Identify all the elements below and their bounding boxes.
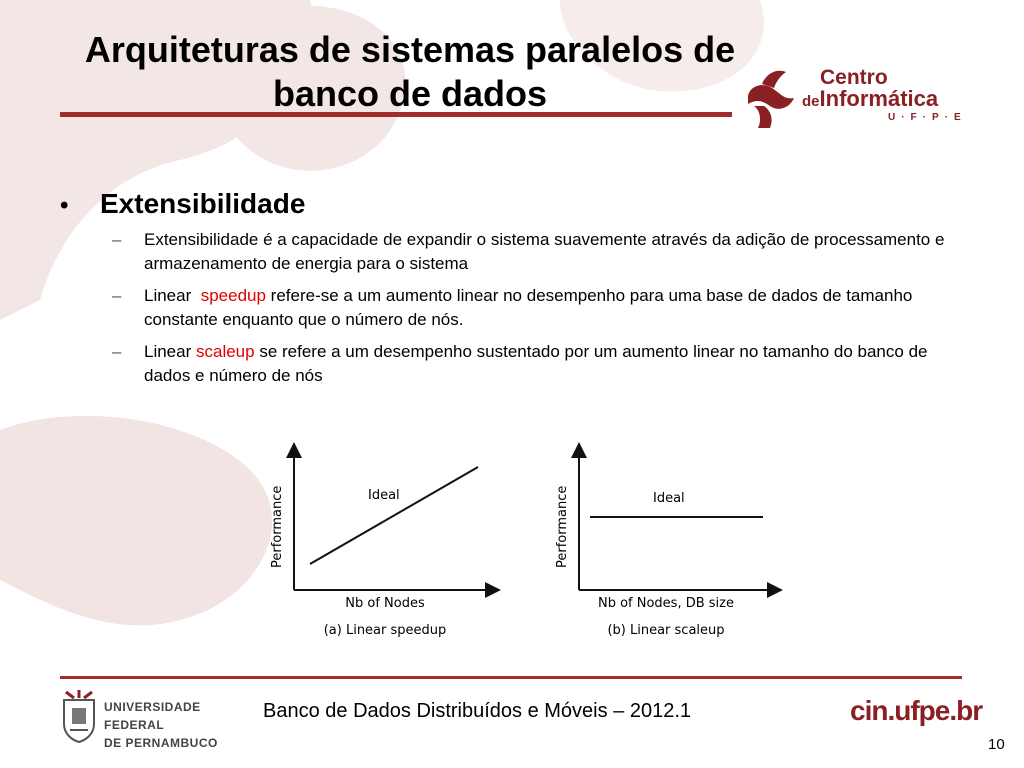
sub-item: – Linear speedup refere-se a um aumento linear no desempenho para uma base de dados de tamanho constante enquanto que o número de nós. <box>60 284 980 332</box>
ci-text-informatica: deInformática <box>802 86 939 111</box>
footer-divider <box>60 676 962 679</box>
chart-a-caption: (a) Linear speedup <box>323 623 447 638</box>
slide-title: Arquiteturas de sistemas paralelos de banco de dados <box>84 29 736 114</box>
ci-text-centro: Centro <box>820 66 888 89</box>
bullet-dot: • <box>60 192 69 219</box>
dash-marker: – <box>112 342 122 361</box>
cin-logo: cin.ufpe.br <box>850 695 983 726</box>
dash-marker: – <box>112 286 122 305</box>
dash-marker: – <box>112 230 122 249</box>
chart-a-ylabel: Performance <box>270 485 285 568</box>
ci-emblem-icon <box>740 60 810 130</box>
centro-informatica-logo <box>740 60 970 130</box>
chart-a <box>270 450 493 638</box>
ufpe-name: UNIVERSIDADE FEDERAL DE PERNAMBUCO <box>104 700 218 750</box>
chart-a-ideal-line <box>310 467 478 564</box>
chart-b-ylabel: Performance <box>555 485 570 568</box>
slide-content <box>60 188 980 388</box>
chart-b-xlabel: Nb of Nodes, DB size <box>597 596 735 611</box>
chart-b-caption: (b) Linear scaleup <box>607 623 725 638</box>
highlight-scaleup: scaleup <box>195 342 255 361</box>
footer-course-title: Banco de Dados Distribuídos e Móveis – 2012.1 <box>263 700 692 722</box>
extensibility-figure <box>255 440 785 650</box>
bullet-label: Extensibilidade <box>100 188 306 219</box>
chart-a-xlabel: Nb of Nodes <box>345 596 425 611</box>
page-number: 10 <box>988 736 1005 753</box>
sub-item: – Extensibilidade é a capacidade de expandir o sistema suavemente através da adição de processamento e armazenamento de energia para o sistema <box>60 228 980 276</box>
chart-a-line-label: Ideal <box>368 488 400 503</box>
chart-b-line-label: Ideal <box>653 491 685 506</box>
ufpe-logo <box>60 688 250 750</box>
main-bullet <box>60 188 980 220</box>
ci-text-ufpe: U·F·P·E <box>888 112 967 123</box>
highlight-speedup: speedup <box>200 286 266 305</box>
ufpe-crest-icon <box>60 688 98 744</box>
sub-item: – Linear scaleup se refere a um desempenho sustentado por um aumento linear no tamanho do banco de dados e número de nós <box>60 340 980 388</box>
chart-b <box>555 450 775 638</box>
